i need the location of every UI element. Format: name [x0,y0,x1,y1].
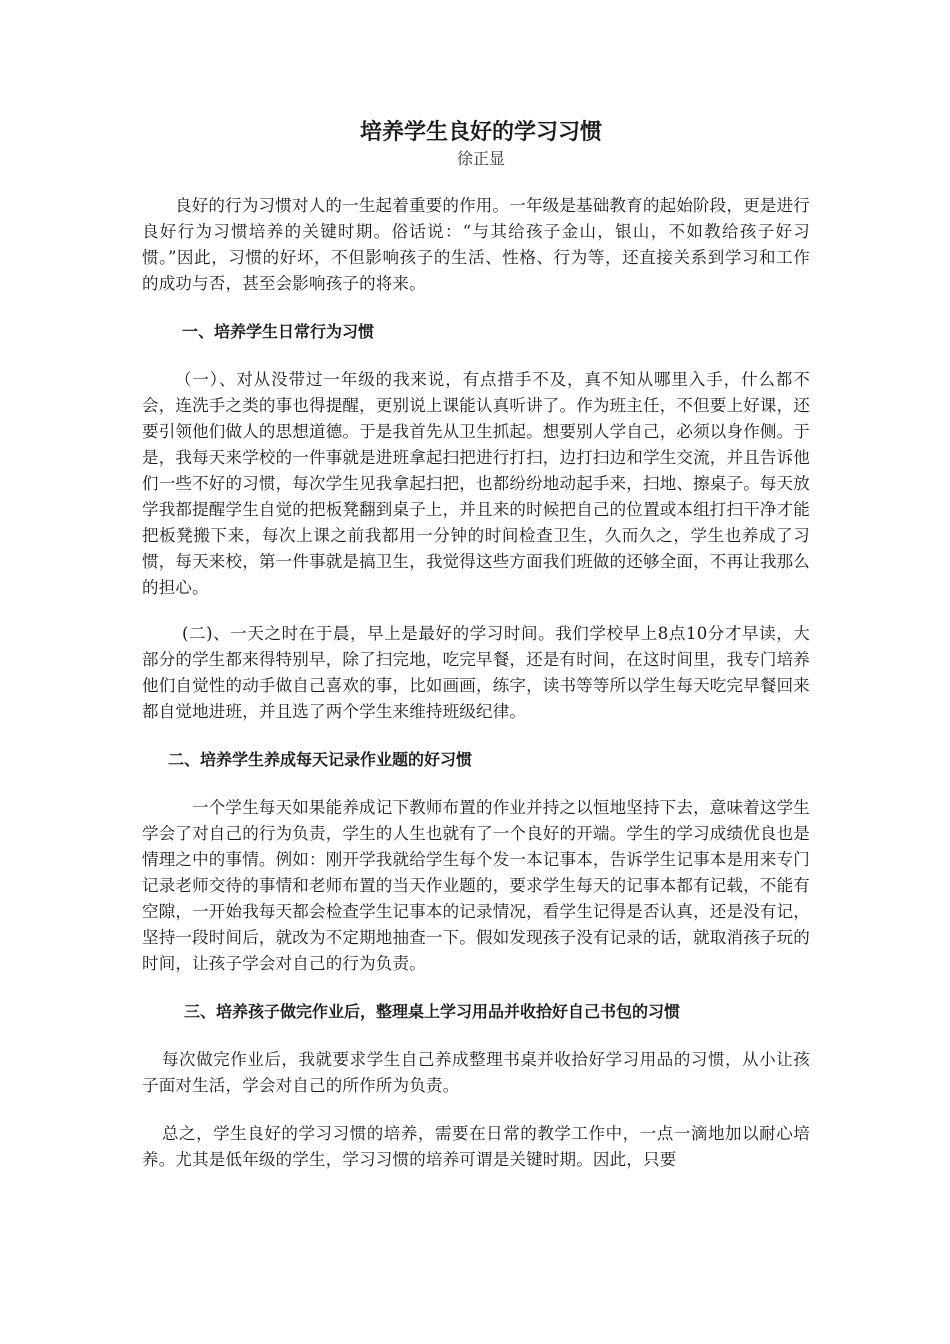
section-1-paragraph-2: (二)、一天之时在于晨，早上是最好的学习时间。我们学校早上8点10分才早读，大部分的学生都来得特别早，除了扫完地，吃完早餐，还是有时间，在这时间里，我专门培养他们自觉性的动手做自己喜欢的事，比如画画，练字，读书等等所以学生每天吃完早餐回来都自觉地进班，并且选了两个学生来维持班级纪律。 [142,624,810,721]
section-1-heading: 一、培养学生日常行为习惯 [182,322,375,341]
spacer [142,345,810,367]
spacer [142,773,810,795]
document-title: 培养学生良好的学习习惯 [359,120,602,145]
intro-paragraph: 良好的行为习惯对人的一生起着重要的作用。一年级是基础教育的起始阶段，更是进行良好行为习惯培养的关键时期。俗话说：“与其给孩子金山，银山，不如教给孩子好习惯。”因此，习惯的好坏，不但影响孩子的生活、性格、行为等，还直接关系到学习和工作的成功与否，甚至会影响孩子的将来。 [142,196,810,293]
spacer [142,601,810,621]
section-3-paragraph-1: 每次做完作业后，我就要求学生自己养成整理书桌并收拾好学习用品的习惯，从小让孩子面对生活，学会对自己的所作所为负责。 [142,1050,810,1095]
spacer [142,1099,810,1121]
section-1-paragraph-1: （一）、对从没带过一年级的我来说，有点措手不及，真不知从哪里入手，什么都不会，连洗手之类的事也得提醒，更别说上课能认真听讲了。作为班主任，不但要上好课，还要引领他们做人的思想道德。于是我首先从卫生抓起。想要别人学自己，必须以身作侧。于是，我每天来学校的一件事就是进班拿起扫把进行打扫，边打扫边和学生交流，并且告诉他们一些不好的习惯，每次学生见我拿起扫把，也都纷纷地动起手来，扫地、擦桌子。每天放学我都提醒学生自觉的把板凳翻到桌子上，并且来的时候把自己的位置或本组打扫干净才能把板凳搬下来，每次上课之前我都用一分钟的时间检查卫生，久而久之，学生也养成了习惯，每天来校，第一件事就是搞卫生，我觉得这些方面我们班做的还够全面，不再让我那么的担心。 [142,370,810,597]
spacer [142,725,810,747]
document-page [142,118,810,1173]
conclusion-paragraph: 总之，学生良好的学习习惯的培养，需要在日常的教学工作中，一点一滴地加以耐心培养。尤其是低年级的学生，学习习惯的培养可谓是关键时期。因此，只要 [142,1124,810,1169]
spacer [142,297,810,319]
section-2-paragraph-1: 一个学生每天如果能养成记下教师布置的作业并持之以恒地坚持下去，意味着这学生学会了对自己的行为负责，学生的人生也就有了一个良好的开端。学生的学习成绩优良也是情理之中的事情。例如：刚开学我就给学生每个发一本记事本，告诉学生记事本是用来专门记录老师交待的事情和老师布置的当天作业题的，要求学生每天的记事本都有记载，不能有空隙，一开始我每天都会检查学生记事本的记录情况，看学生记得是否认真，还是没有记，坚持一段时间后，就改为不定期地抽查一下。假如发现孩子没有记录的话，就取消孩子玩的时间，让孩子学会对自己的行为负责。 [142,798,810,973]
section-2-heading: 二、培养学生养成每天记录作业题的好习惯 [168,750,473,769]
document-author: 徐正显 [456,149,505,168]
section-3-heading: 三、培养孩子做完作业后，整理桌上学习用品并收拾好自己书包的习惯 [184,1002,681,1021]
spacer [142,1025,810,1047]
spacer [142,977,810,999]
